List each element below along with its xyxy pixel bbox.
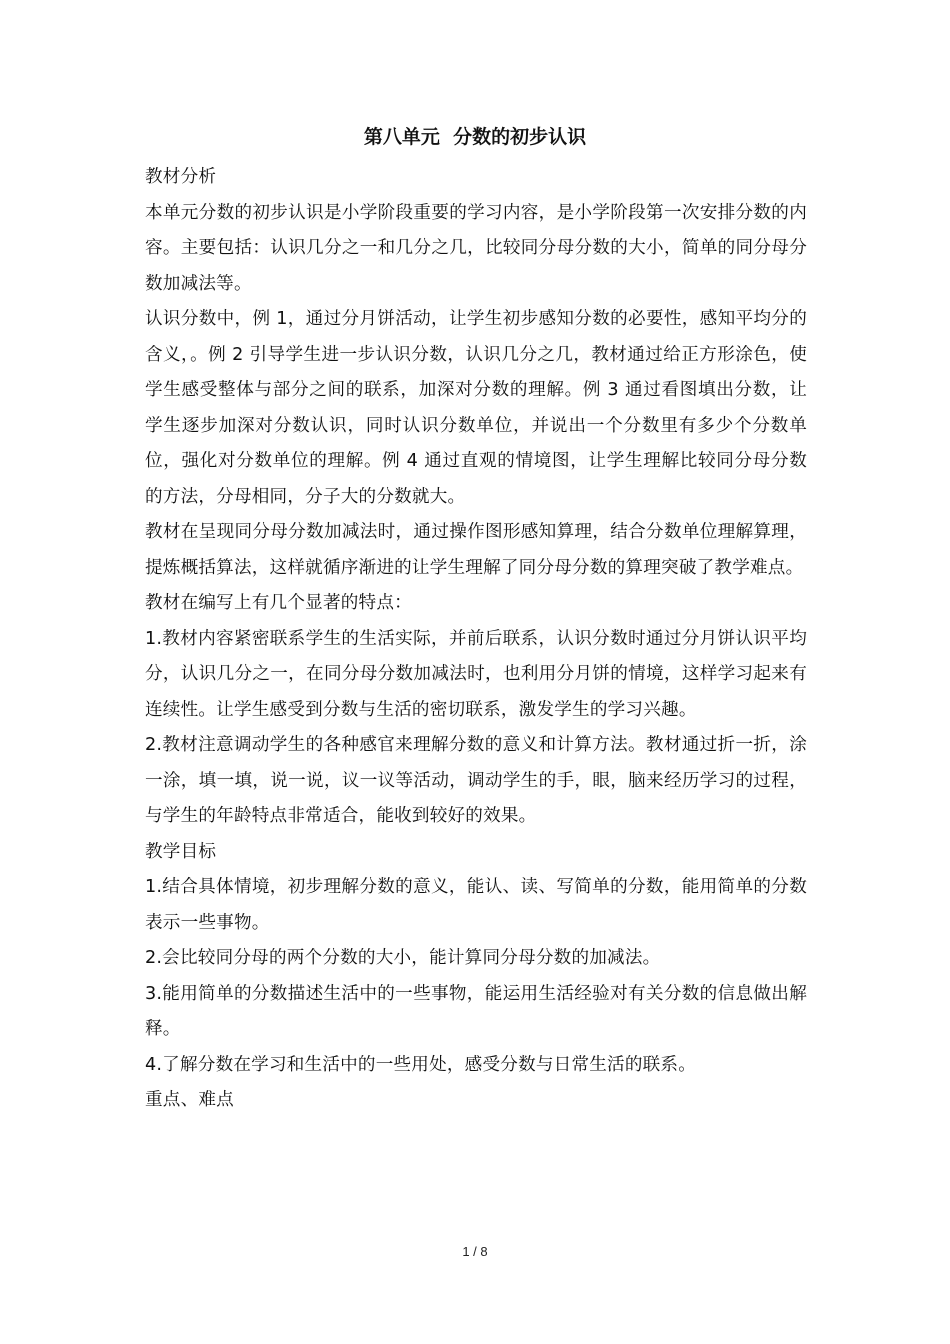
paragraph: 本单元分数的初步认识是小学阶段重要的学习内容，是小学阶段第一次安排分数的内容。主要包括：认识几分之一和几分之几，比较同分母分数的大小，简单的同分母分数加减法等。 xyxy=(145,202,807,294)
paragraph: 认识分数中，例 1，通过分月饼活动，让学生初步感知分数的必要性，感知平均分的含义，。例 2 引导学生进一步认识分数，认识几分之几，教材通过给正方形涂色，使学生感受整体与部分之间的联系，加深对分数的理解。例 3 通过看图填出分数，让学生逐步加深对分数认识，同时认识分数单位，并说出一个分数里有多少个分数单位，强化对分数单位的理解。例 4 通过直观的情境图，让学生理解比较同分母分数的方法，分母相同，分子大的分数就大。 xyxy=(145,309,807,507)
paragraph: 教材在编写上有几个显著的特点： xyxy=(145,593,412,613)
list-item: 1.结合具体情境，初步理解分数的意义，能认、读、写简单的分数，能用简单的分数表示一些事物。 xyxy=(145,877,807,933)
list-item: 2.教材注意调动学生的各种感官来理解分数的意义和计算方法。教材通过折一折，涂一涂，填一填，说一说，议一议等活动，调动学生的手，眼，脑来经历学习的过程，与学生的年龄特点非常适合，能收到较好的效果。 xyxy=(145,735,807,826)
section-heading-textbook-analysis: 教材分析 xyxy=(145,167,217,187)
section-heading-teaching-goals: 教学目标 xyxy=(145,841,217,862)
list-item: 3.能用简单的分数描述生活中的一些事物，能运用生活经验对有关分数的信息做出解释。 xyxy=(145,983,807,1039)
paragraph: 教材在呈现同分母分数加减法时，通过操作图形感知算理，结合分数单位理解算理，提炼概括算法，这样就循序渐进的让学生理解了同分母分数的算理突破了教学难点。 xyxy=(145,522,807,578)
list-item: 2.会比较同分母的两个分数的大小，能计算同分母分数的加减法。 xyxy=(145,948,661,968)
list-item: 1.教材内容紧密联系学生的生活实际，并前后联系，认识分数时通过分月饼认识平均分，认识几分之一，在同分母分数加减法时，也利用分月饼的情境，这样学习起来有连续性。让学生感受到分数与生活的密切联系，激发学生的学习兴趣。 xyxy=(145,628,807,720)
page-indicator: 1 / 8 xyxy=(462,1244,488,1259)
document-title: 第八单元 分数的初步认识 xyxy=(363,126,587,148)
section-heading-key-points: 重点、难点 xyxy=(145,1090,234,1110)
list-item: 4.了解分数在学习和生活中的一些用处，感受分数与日常生活的联系。 xyxy=(145,1054,697,1075)
document-body xyxy=(145,160,807,1119)
